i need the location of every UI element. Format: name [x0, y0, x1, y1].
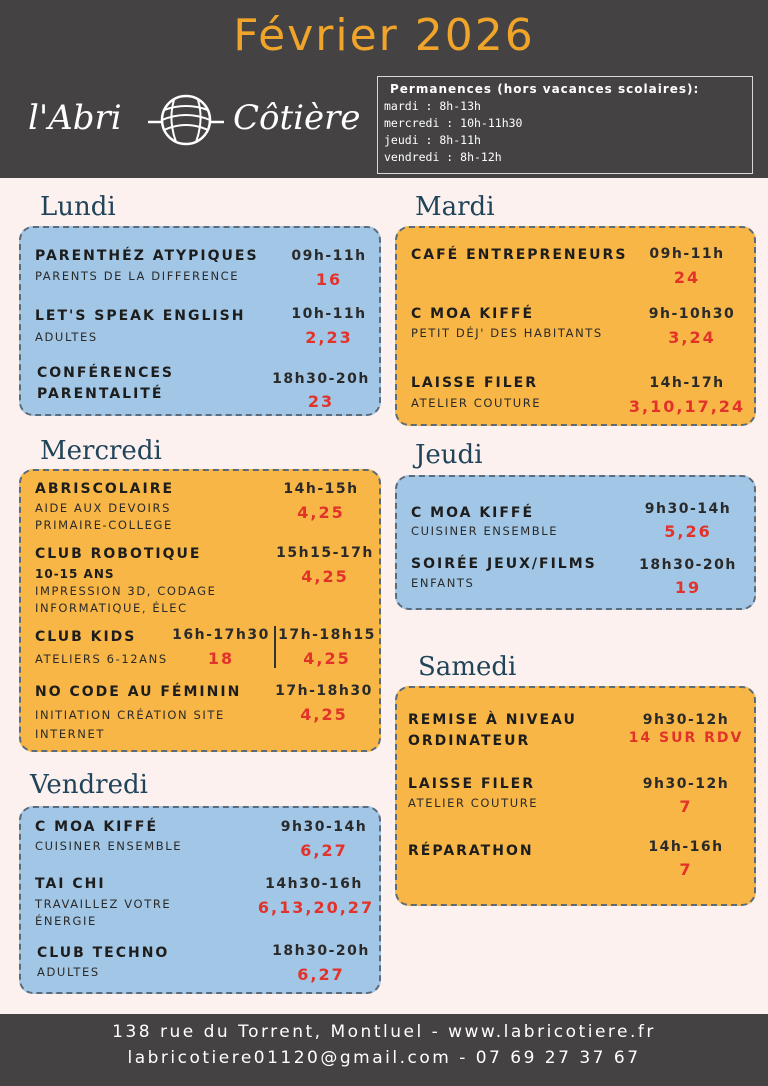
event-dates: 14 SUR RDV: [628, 730, 744, 746]
event-time: 18h30-20h: [272, 371, 370, 387]
event-name: PARENTHÉZ ATYPIQUES: [35, 248, 259, 264]
event-subtitle-line2: INTERNET: [35, 727, 105, 741]
logo-text-left: l'Abri: [28, 98, 122, 138]
event-subtitle: ENFANTS: [411, 576, 475, 590]
footer: [0, 1014, 768, 1086]
event-dates: 4,25: [297, 503, 345, 522]
day-heading-lundi: Lundi: [40, 192, 116, 222]
event-time: 09h-11h: [291, 248, 367, 264]
event-dates-alt: 4,25: [303, 649, 351, 668]
event-name: LAISSE FILER: [408, 776, 535, 792]
event-subtitle: ATELIERS 6-12ANS: [35, 652, 168, 666]
event-name: TAI CHI: [35, 876, 106, 892]
event-time: 16h-17h30: [172, 627, 270, 643]
event-name: LAISSE FILER: [411, 375, 538, 391]
event-time: 14h-15h: [283, 481, 359, 497]
event-name-line2: ORDINATEUR: [408, 733, 531, 749]
page-title: Février 2026: [233, 10, 535, 61]
event-dates: 7: [679, 797, 693, 816]
permanences-title: Permanences (hors vacances scolaires):: [390, 82, 700, 96]
day-heading-vendredi: Vendredi: [30, 770, 148, 800]
permanences-box: [377, 76, 753, 174]
event-dates: 2,23: [305, 328, 353, 347]
vendredi-box: [19, 806, 381, 994]
event-name-line2: PARENTALITÉ: [37, 386, 164, 402]
time-divider: [274, 626, 276, 668]
event-subtitle: TRAVAILLEZ VOTRE: [35, 897, 172, 911]
event-subtitle: CUISINER ENSEMBLE: [411, 524, 559, 538]
event-name: SOIRÉE JEUX/FILMS: [411, 556, 597, 572]
event-dates: 18: [207, 649, 235, 668]
event-time: 9h30-14h: [280, 819, 368, 835]
event-subtitle: CUISINER ENSEMBLE: [35, 839, 183, 853]
event-dates: 3,10,17,24: [628, 397, 746, 416]
permanence-line: jeudi : 8h-11h: [384, 133, 481, 147]
lundi-box: [19, 226, 381, 416]
event-name: CAFÉ ENTREPRENEURS: [411, 247, 628, 263]
event-subtitle: ATELIER COUTURE: [411, 396, 542, 410]
event-dates: 24: [673, 268, 701, 287]
permanence-line: mercredi : 10h-11h30: [384, 116, 523, 130]
jeudi-box: [395, 475, 756, 610]
footer-contact: labricotiere01120@gmail.com - 07 69 27 37 67: [127, 1048, 641, 1068]
event-subtitle: ADULTES: [35, 330, 98, 344]
permanence-line: vendredi : 8h-12h: [384, 150, 502, 164]
event-name-line2: 10-15 ANS: [35, 567, 115, 581]
footer-address: 138 rue du Torrent, Montluel - www.labricotiere.fr: [112, 1022, 656, 1042]
event-subtitle-line2: ÉNERGIE: [35, 914, 97, 928]
day-heading-mardi: Mardi: [415, 192, 495, 222]
event-dates: 4,25: [301, 567, 349, 586]
event-dates: 3,24: [668, 328, 716, 347]
day-heading-jeudi: Jeudi: [415, 440, 483, 470]
event-subtitle: PETIT DÉJ' DES HABITANTS: [411, 326, 603, 340]
event-time: 14h30-16h: [265, 876, 363, 892]
event-subtitle-line2: PRIMAIRE-COLLEGE: [35, 518, 173, 532]
event-dates: 6,27: [297, 965, 345, 984]
day-heading-samedi: Samedi: [418, 652, 517, 682]
event-time: 17h-18h30: [275, 683, 373, 699]
event-dates: 5,26: [664, 522, 712, 541]
event-name: C MOA KIFFÉ: [411, 306, 535, 322]
event-subtitle: ADULTES: [37, 965, 100, 979]
event-name: CLUB TECHNO: [37, 945, 170, 961]
samedi-box: [395, 686, 756, 906]
event-time: 9h-10h30: [648, 306, 736, 322]
event-time: 09h-11h: [649, 246, 725, 262]
event-time: 18h30-20h: [272, 943, 370, 959]
permanence-line: mardi : 8h-13h: [384, 99, 481, 113]
event-name: C MOA KIFFÉ: [411, 505, 535, 521]
logo: [28, 92, 361, 152]
day-heading-mercredi: Mercredi: [40, 436, 162, 466]
event-dates: 23: [307, 392, 335, 411]
mardi-box: [395, 226, 756, 426]
event-dates: 7: [679, 860, 693, 879]
event-name: CONFÉRENCES: [37, 365, 175, 381]
event-time: 15h15-17h: [276, 545, 374, 561]
event-dates: 6,27: [300, 841, 348, 860]
event-subtitle: PARENTS DE LA DIFFERENCE: [35, 269, 240, 283]
event-time: 9h30-12h: [642, 712, 730, 728]
event-subtitle: INITIATION CRÉATION SITE: [35, 708, 225, 722]
event-time: 10h-11h: [291, 306, 367, 322]
event-subtitle: ATELIER COUTURE: [408, 796, 539, 810]
event-dates: 4,25: [300, 705, 348, 724]
event-name: CLUB KIDS: [35, 629, 137, 645]
event-time: 14h-17h: [649, 375, 725, 391]
mercredi-box: [19, 469, 381, 752]
event-name: CLUB ROBOTIQUE: [35, 546, 202, 562]
event-name: C MOA KIFFÉ: [35, 819, 159, 835]
event-name: LET'S SPEAK ENGLISH: [35, 308, 246, 324]
event-time: 18h30-20h: [639, 557, 737, 573]
event-name: REMISE À NIVEAU: [408, 712, 577, 728]
event-time-alt: 17h-18h15: [278, 627, 376, 643]
event-name: NO CODE AU FÉMININ: [35, 684, 242, 700]
event-time: 14h-16h: [648, 839, 724, 855]
event-dates: 16: [315, 270, 343, 289]
event-subtitle: AIDE AUX DEVOIRS: [35, 501, 171, 515]
event-dates: 6,13,20,27: [257, 898, 375, 917]
event-name: RÉPARATHON: [408, 843, 534, 859]
logo-text-right: Côtière: [233, 98, 361, 138]
event-dates: 19: [674, 578, 702, 597]
event-subtitle-line2: INFORMATIQUE, ÉLEC: [35, 601, 188, 615]
yarn-ball-logo-icon: [146, 92, 226, 148]
event-time: 9h30-14h: [644, 501, 732, 517]
event-name: ABRISCOLAIRE: [35, 481, 175, 497]
event-time: 9h30-12h: [642, 776, 730, 792]
event-subtitle: IMPRESSION 3D, CODAGE: [35, 584, 217, 598]
header: [0, 0, 768, 178]
